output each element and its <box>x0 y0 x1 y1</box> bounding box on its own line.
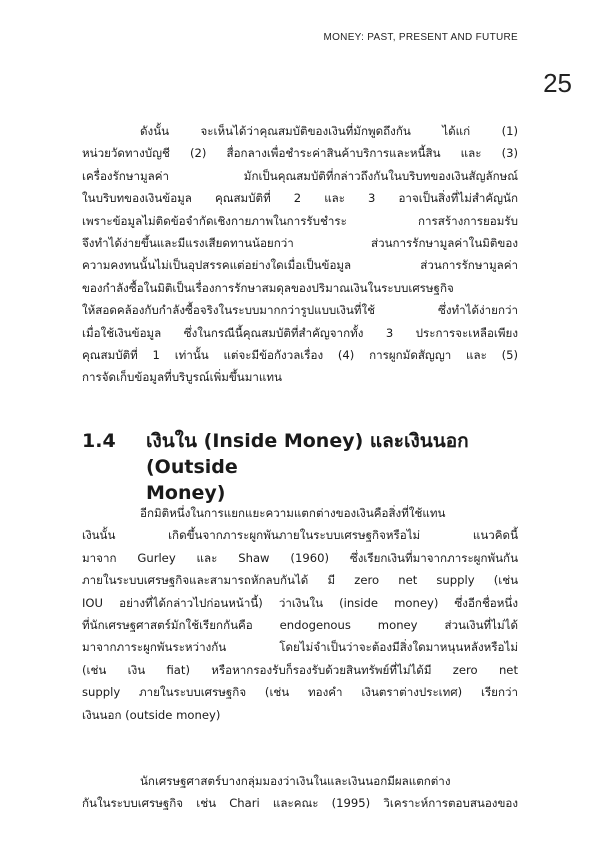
text-line: (เช่น เงิน fiat) หรือหากรองรับก็รองรับด้วยสินทรัพย์ที่ไม่ได้มี zero net <box>82 662 518 677</box>
section-title-line: เงินใน (Inside Money) และเงินนอก (Outside <box>146 430 469 478</box>
text-line: เงินนั้น เกิดขึ้นจากภาระผูกพันภายในระบบเศรษฐกิจหรือไม่ แนวคิดนี้ <box>82 528 518 543</box>
text-line: ให้สอดคล้องกับกำลังซื้อจริงในระบบมากกว่ารูปแบบเงินที่ใช้ ซึ่งทำได้ง่ายกว่า <box>82 303 518 318</box>
text-line: เครื่องรักษามูลค่า มักเป็นคุณสมบัติที่กล่าวถึงกันในบริบทของเงินสัญลักษณ์ <box>82 168 518 183</box>
text-line: การจัดเก็บข้อมูลที่บริบูรณ์เพิ่มขึ้นมาแทน <box>82 370 282 385</box>
text-line: ความคงทนนั้นไม่เป็นอุปสรรคแต่อย่างใดเมื่อเป็นข้อมูล ส่วนการรักษามูลค่า <box>82 258 518 273</box>
page-number: 25 <box>543 68 572 98</box>
text-line: หน่วยวัดทางบัญชี (2) สื่อกลางเพื่อชำระค่าสินค้าบริการและหนี้สิน และ (3) <box>82 146 518 161</box>
text-line: อีกมิติหนึ่งในการแยกแยะความแตกต่างของเงินคือสิ่งที่ใช้แทน <box>140 506 446 520</box>
paragraph-inside-outside-money <box>82 502 518 726</box>
paragraph-property-of-money <box>82 120 518 389</box>
text-line: นักเศรษฐศาสตร์บางกลุ่มมองว่าเงินในและเงินนอกมีผลแตกต่าง <box>140 774 451 788</box>
text-line: มาจาก Gurley และ Shaw (1960) ซึ่งเรียกเงินที่มาจากภาระผูกพันกัน <box>82 550 518 565</box>
text-line: supply ภายในระบบเศรษฐกิจ (เช่น ทองคำ เงินตราต่างประเทศ) เรียกว่า <box>82 685 518 700</box>
text-line: เมื่อใช้เงินข้อมูล ซึ่งในกรณีนี้คุณสมบัติที่สำคัญจากทั้ง 3 ประการจะเหลือเพียง <box>82 325 518 340</box>
text-line: กันในระบบเศรษฐกิจ เช่น Chari และคณะ (1995) วิเคราะห์การตอบสนองของ <box>82 796 518 811</box>
text-line: IOU อย่างที่ได้กล่าวไปก่อนหน้านี้) ว่าเงินใน (inside money) ซึ่งอีกชื่อหนึ่ง <box>82 595 518 610</box>
text-line: มาจากภาระผูกพันระหว่างกัน โดยไม่จำเป็นว่าจะต้องมีสิ่งใดมาหนุนหลังหรือไม่ <box>82 640 518 655</box>
text-line: ในบริบทของเงินข้อมูล คุณสมบัติที่ 2 และ 3 อาจเป็นสิ่งที่ไม่สำคัญนัก <box>82 191 518 206</box>
running-header: MONEY: PAST, PRESENT AND FUTURE <box>323 32 518 43</box>
section-title <box>146 428 526 506</box>
text-line: จึงทำได้ง่ายขึ้นและมีแรงเสียดทานน้อยกว่า ส่วนการรักษามูลค่าในมิติของ <box>82 236 518 251</box>
section-title-line: Money) <box>146 482 226 504</box>
paragraph-economists-view <box>82 770 518 815</box>
text-line: คุณสมบัติที่ 1 เท่านั้น แต่จะมีข้อกังวลเรื่อง (4) การผูกมัดสัญญา และ (5) <box>82 348 518 363</box>
text-line: เพราะข้อมูลไม่ติดข้อจำกัดเชิงกายภาพในการรับชำระ การสร้างการยอมรับ <box>82 213 518 228</box>
text-line: ที่นักเศรษฐศาสตร์มักใช้เรียกกันคือ endogenous money ส่วนเงินที่ไม่ได้ <box>82 618 518 633</box>
section-number: 1.4 <box>82 430 116 452</box>
text-line: ดังนั้น จะเห็นได้ว่าคุณสมบัติของเงินที่มักพูดถึงกัน ได้แก่ (1) <box>140 124 518 138</box>
text-line: เงินนอก (outside money) <box>82 707 221 722</box>
text-line: ภายในระบบเศรษฐกิจและสามารถหักลบกันได้ มี zero net supply (เช่น <box>82 573 518 588</box>
text-line: ของกำลังซื้อในมิติเป็นเรื่องการรักษาสมดุลของปริมาณเงินในระบบเศรษฐกิจ <box>82 280 454 295</box>
